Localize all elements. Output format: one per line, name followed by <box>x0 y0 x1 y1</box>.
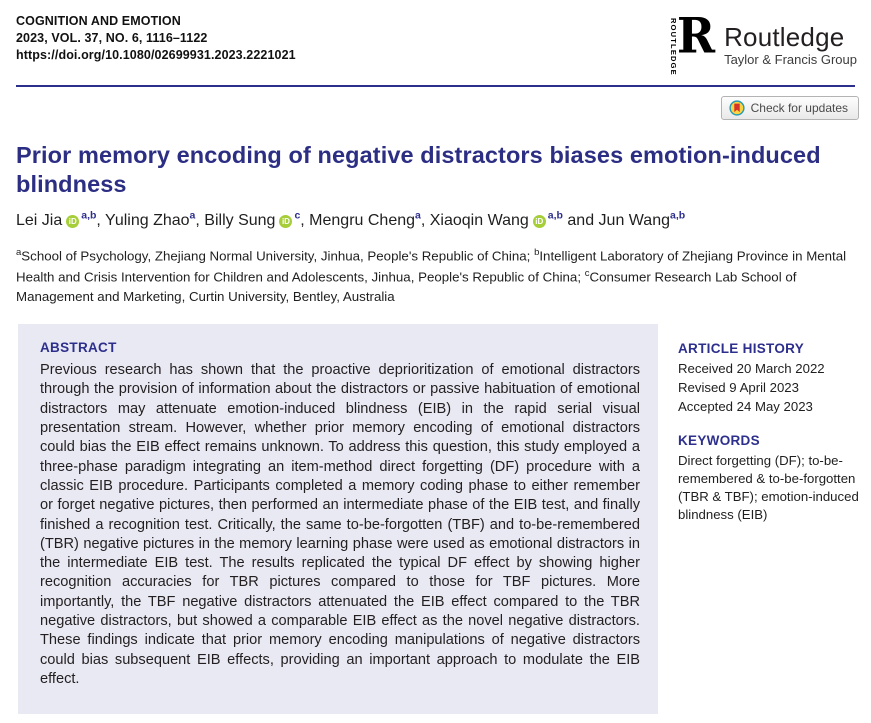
main-content <box>18 324 871 714</box>
author <box>309 212 430 229</box>
author <box>430 212 599 229</box>
affil-text: Intelligent Laboratory of Zhejiang Province in Mental Health and Crisis Intervention for Children and Adolescents, Jinhua, People's Republic of China; <box>16 248 847 285</box>
orcid-icon[interactable]: iD <box>533 215 546 228</box>
updates-row <box>0 96 859 120</box>
journal-issue-info: 2023, VOL. 37, NO. 6, 1116–1122 <box>16 31 208 45</box>
affiliations <box>16 246 855 307</box>
author-affil-sup: a,b <box>547 210 563 223</box>
routledge-r-icon: R <box>676 7 716 64</box>
author-affil-sup: a,b <box>670 210 686 223</box>
author-name: Yuling Zhao <box>105 212 190 230</box>
history-accepted: Accepted 24 May 2023 <box>678 399 813 415</box>
author-separator: , <box>96 212 106 230</box>
history-received: Received 20 March 2022 <box>678 361 825 377</box>
history-revised: Revised 9 April 2023 <box>678 380 799 396</box>
author-separator: , <box>420 212 430 230</box>
article-info-sidebar <box>678 324 863 714</box>
routledge-vertical-text: ROUTLEDGE <box>668 18 678 76</box>
keywords-text: Direct forgetting (DF); to-be-remembered & to-be-forgotten (TBR & TBF); emotion-induced blindness (EIB) <box>678 453 859 523</box>
routledge-logo-text <box>724 21 857 68</box>
orcid-icon[interactable]: iD <box>66 215 79 228</box>
abstract-panel <box>18 324 658 714</box>
page-header <box>0 0 871 76</box>
keywords-heading: KEYWORDS <box>678 433 760 449</box>
author <box>105 212 204 229</box>
header-divider <box>16 85 855 87</box>
author-affil-sup: a <box>189 210 196 223</box>
doi-link[interactable]: https://doi.org/10.1080/02699931.2023.2221021 <box>16 48 296 62</box>
affil-sup: a <box>16 247 22 259</box>
author-name: Mengru Cheng <box>309 212 416 230</box>
abstract-text: Previous research has shown that the proactive deprioritization of emotional distractors through the provision of information about the distractors or passive habituation of emotional distractors may attenuate emotion-induced blindness (EIB) in the rapid serial visual presentation stream. However, whether prior memory encoding of emotional distractors could bias the EIB effect remains unknown. To address this question, this study employed a three-phase paradigm integrating an item-method direct forgetting (DF) procedure with a classic EIB procedure. Participants completed a memory coding phase to either remember or forget negative pictures, then performed an intermediate phase of the EIB test, and finally finished a recognition test. Critically, the same to-be-forgotten (TBF) and to-be-remembered (TBR) negative pictures in the memory learning phase were used as emotional distractors in the intermediate EIB test. The results replicated the typical DF effect by showing higher recognition accuracies for TBR pictures compared to those for TBF pictures. More importantly, the TBF negative distractors attenuated the EIB effect compared to the TBR negative distractors, but showed a comparable EIB effect as the novel negative distractors. These findings indicate that prior memory encoding manipulations of negative distractors could bias subsequent EIB effects, providing an important approach to modulate the EIB effect. <box>40 362 640 687</box>
check-for-updates-button[interactable] <box>721 96 859 120</box>
affil-text: School of Psychology, Zhejiang Normal University, Jinhua, People's Republic of China; <box>21 248 535 264</box>
check-for-updates-label: Check for updates <box>750 100 848 115</box>
orcid-icon[interactable]: iD <box>279 215 292 228</box>
author-name: Lei Jia <box>16 212 63 230</box>
routledge-logo <box>668 7 857 76</box>
article-title: Prior memory encoding of negative distractors biases emotion-induced blindness <box>16 141 821 198</box>
routledge-brand: Routledge <box>724 21 845 52</box>
keywords-block <box>678 432 863 524</box>
authors-line <box>16 210 855 230</box>
article-history-heading: ARTICLE HISTORY <box>678 341 805 357</box>
author-affil-sup: a,b <box>81 210 97 223</box>
routledge-tagline: Taylor & Francis Group <box>724 52 857 68</box>
abstract-heading: ABSTRACT <box>40 340 117 356</box>
author-affil-sup: c <box>294 210 301 223</box>
article-history-block <box>678 340 863 416</box>
routledge-logo-mark <box>668 7 716 76</box>
author <box>16 212 105 229</box>
crossmark-icon <box>729 100 745 116</box>
affil-sup: b <box>534 247 540 259</box>
affil-text: Consumer Research Lab School of Management and Marketing, Curtin University, Bentley, Australia <box>16 269 797 305</box>
journal-name: COGNITION AND EMOTION <box>16 14 181 28</box>
affil-sup: c <box>584 267 590 279</box>
author-affil-sup: a <box>415 210 421 223</box>
author-separator: , <box>195 212 205 230</box>
author-name: Xiaoqin Wang <box>429 212 529 230</box>
author-separator: , <box>300 212 310 230</box>
journal-meta <box>16 13 296 64</box>
author-separator: and <box>562 212 599 230</box>
author <box>204 212 309 229</box>
author-name: Jun Wang <box>598 212 670 230</box>
author <box>599 212 686 229</box>
author-name: Billy Sung <box>204 212 276 230</box>
